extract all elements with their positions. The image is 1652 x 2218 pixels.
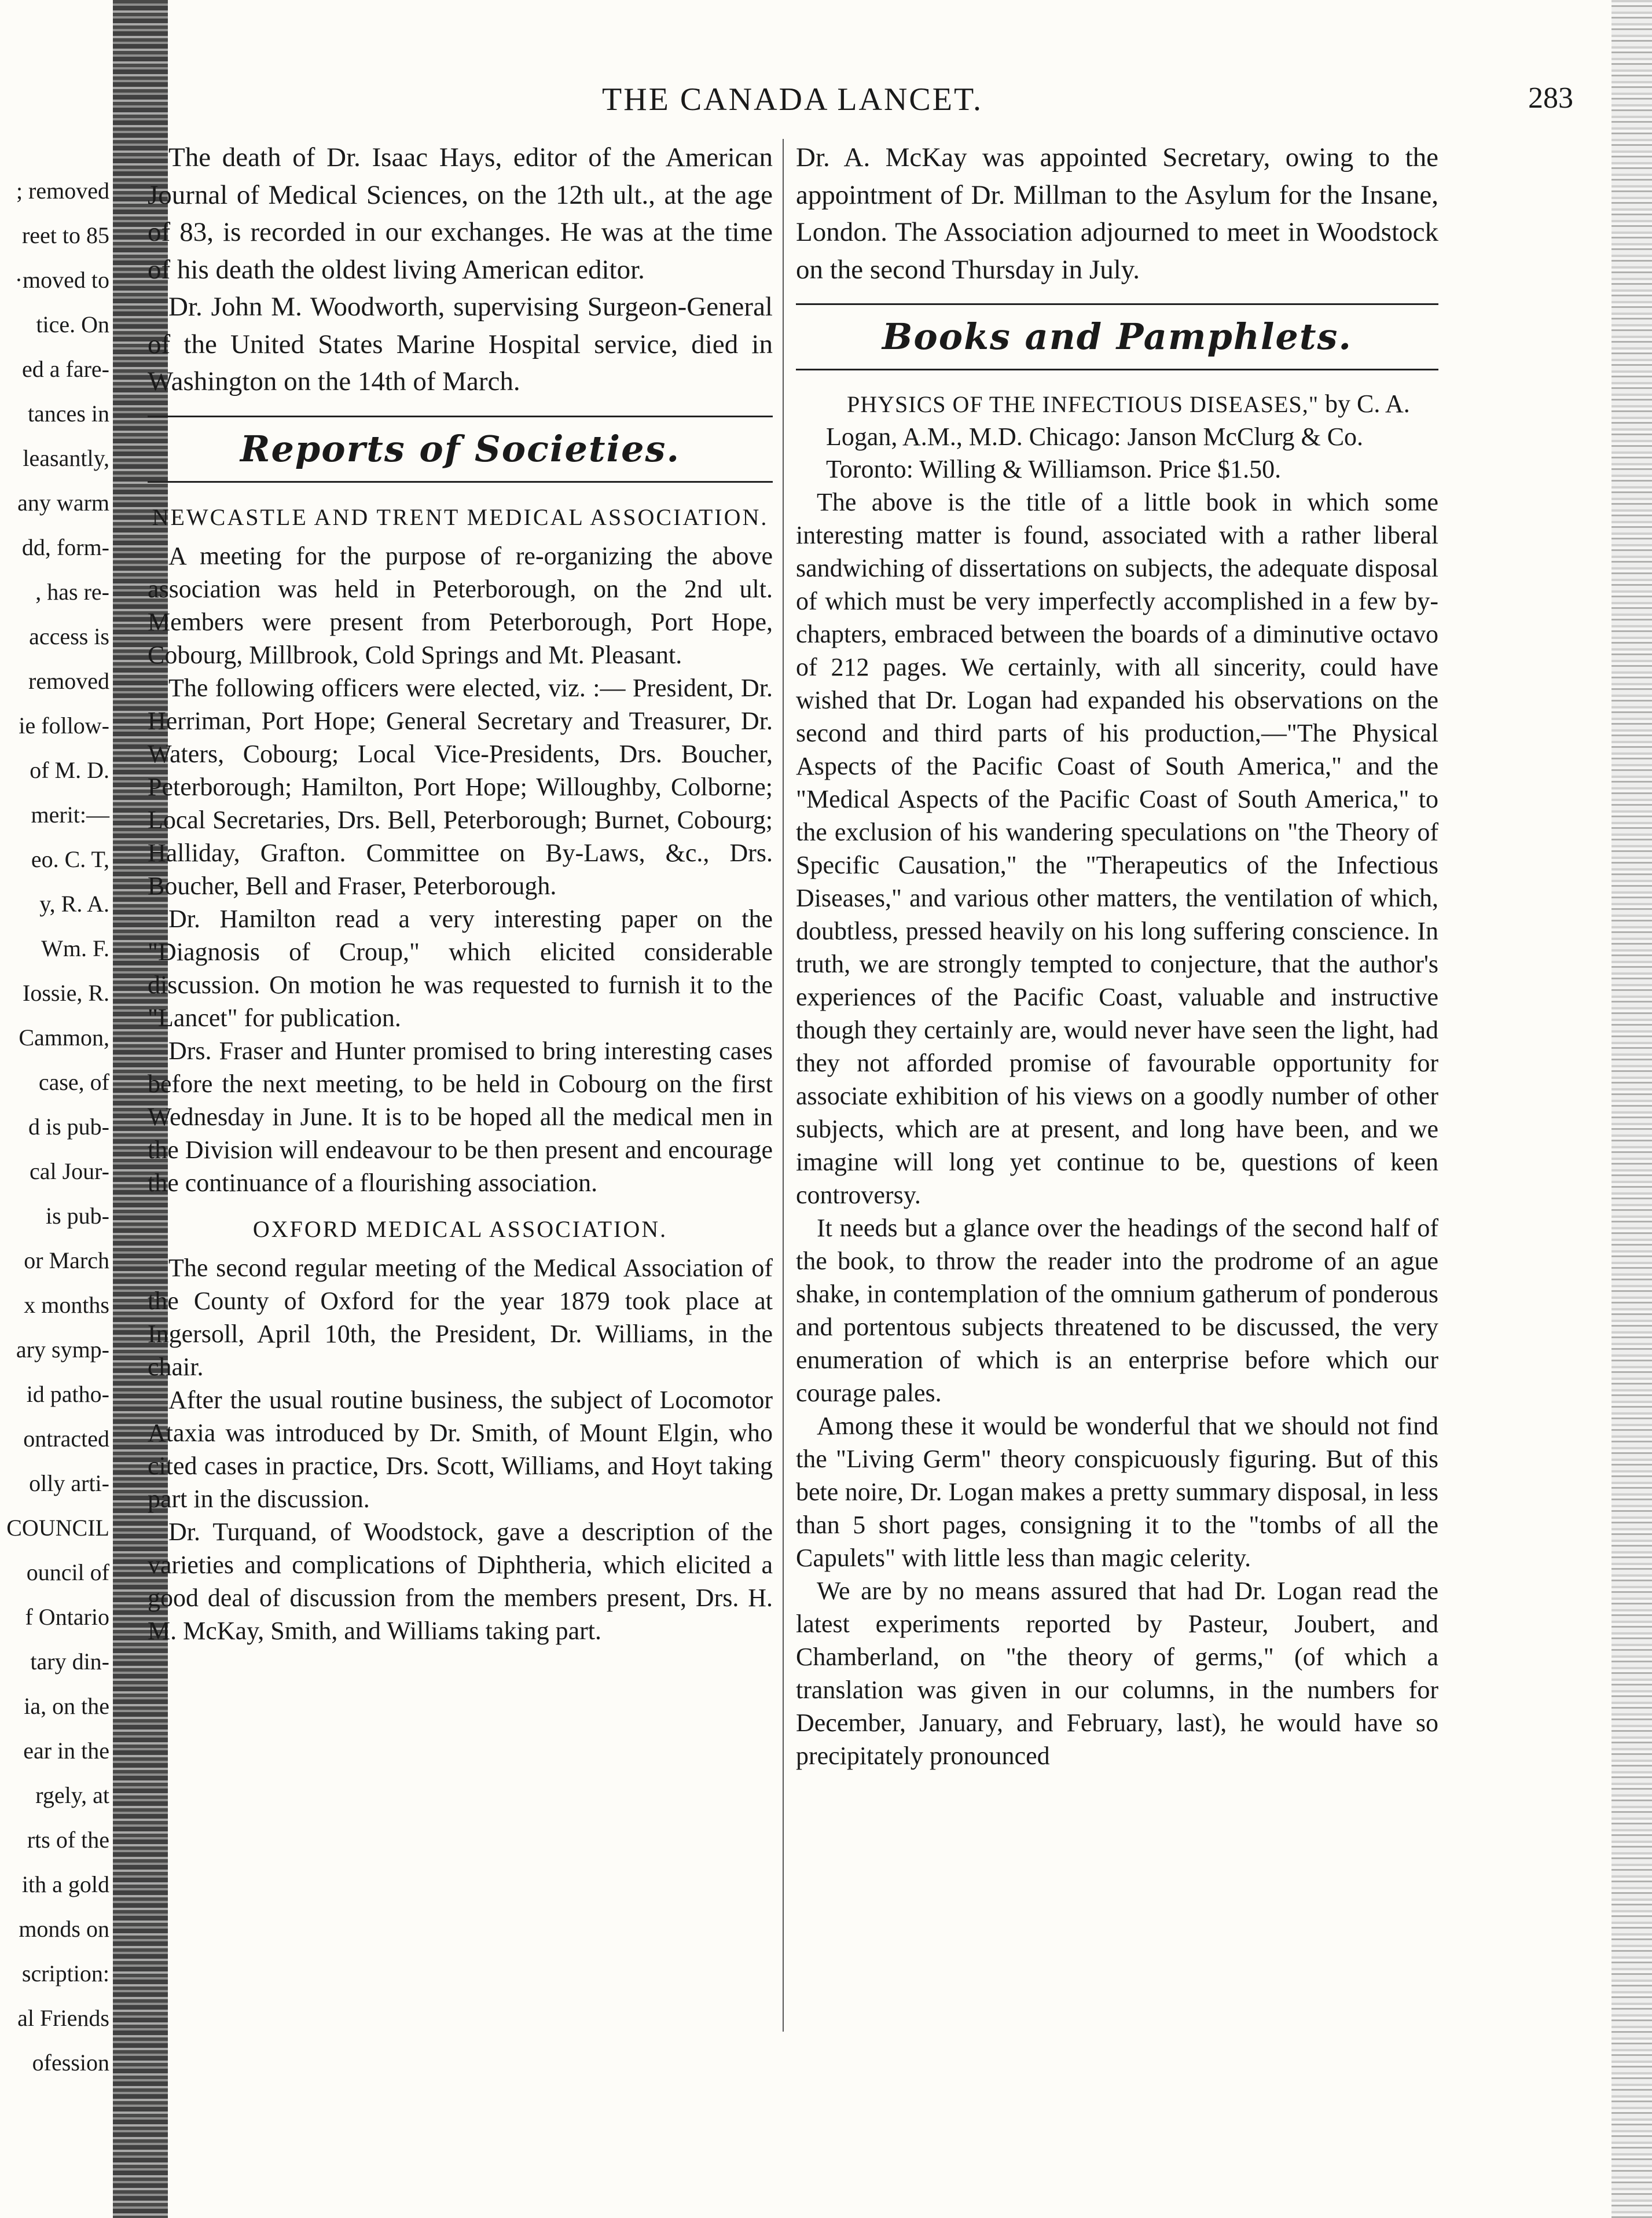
previous-page-fragment: any warm (17, 490, 109, 516)
previous-page-fragment: removed (28, 668, 109, 694)
book-citation (796, 388, 1438, 486)
previous-page-fragment: monds on (19, 1916, 109, 1942)
paragraph-hays: The death of Dr. Isaac Hays, editor of the American Journal of Medical Sciences, on the 12th ult., at the age of 83, is recorded in our exchanges. He was at the time of his death the oldest living American editor. (148, 142, 773, 285)
previous-page-fragment: tary din- (30, 1648, 109, 1674)
paragraph-woodworth: Dr. John M. Woodworth, supervising Surgeon-General of the United States Marine Hospital service, died in Washington on the 14th of March. (148, 292, 773, 396)
previous-page-fragment: eo. C. T, (31, 846, 109, 872)
right-column (796, 139, 1438, 1772)
previous-page-fragment: dd, form- (21, 534, 109, 560)
newcastle-paragraph: The following officers were elected, viz. :— President, Dr. Herriman, Port Hope; General Secretary and Treasurer, Dr. Waters, Cobourg; Local Vice-Presidents, Drs. Boucher, Peterborough; Hamilton, Port Hope; Willoughby, Colborne; Local Secretaries, Drs. Bell, Peterborough; Burnet, Cobourg; Halliday, Grafton. Committee on By-Laws, &c., Drs. Boucher, Bell and Fraser, Peterborough. (148, 673, 773, 900)
review-paragraph: Among these it would be wonderful that we should not find the "Living Germ" theory conspicuously figuring. But of this bete noire, Dr. Logan makes a pretty summary disposal, in less than 5 short pages, consigning it to the "tombs of all the Capulets" with little less than magic celerity. (796, 1412, 1438, 1572)
previous-page-margin (0, 0, 113, 2218)
previous-page-fragment: Iossie, R. (23, 980, 109, 1006)
previous-page-fragment: ear in the (23, 1738, 109, 1764)
oxford-paragraph: After the usual routine business, the subject of Locomotor Ataxia was introduced by Dr. Smith, of Mount Elgin, who cited cases in practice, Drs. Scott, Williams, and Hoyt taking part in the discussion. (148, 1385, 773, 1513)
previous-page-fragment: ary symp- (16, 1336, 109, 1363)
previous-page-fragment: is pub- (46, 1203, 109, 1229)
previous-page-fragment: COUNCIL (6, 1515, 109, 1541)
previous-page-fragment: ·moved to (14, 267, 109, 293)
review-paragraph: We are by no means assured that had Dr. Logan read the latest experiments reported by Pasteur, Joubert, and Chamberland, on "the theory of germs," (of which a translation was given in our columns, in the numbers for December, January, and February, last), he would have so precipitately pronounced (796, 1577, 1438, 1770)
previous-page-fragment: ouncil of (26, 1559, 109, 1585)
previous-page-fragment: al Friends (17, 2005, 109, 2031)
previous-page-fragment: tances in (27, 401, 109, 427)
previous-page-fragment: merit:— (31, 802, 109, 828)
previous-page-fragment: d is pub- (28, 1114, 109, 1140)
newcastle-paragraph: Dr. Hamilton read a very interesting paper on the "Diagnosis of Croup," which elicited considerable discussion. On motion he was requested to furnish it to the "Lancet" for publication. (148, 904, 773, 1032)
previous-page-fragment: olly arti- (29, 1470, 109, 1496)
previous-page-fragment: f Ontario (25, 1604, 109, 1630)
review-paragraph: The above is the title of a little book in which some interesting matter is found, associated with a rather liberal sandwiching of dissertations on subjects, the adequate disposal of which must be very imperfectly accomplished in a few by-chapters, embraced between the boards of a diminutive octavo of 212 pages. We certainly, with all sincerity, could have wished that Dr. Logan had expanded his observations on the second and third parts of his production,—"The Physical Aspects of the Pacific Coast of South America," and the "Medical Aspects of the Pacific Coast of South America," to the exclusion of his wandering speculations on "the Theory of Specific Causation," the "Therapeutics of the Infectious Diseases," and various other matters, the ventilation of which, doubtless, pressed heavily on his long suffering conscience. In truth, we are strongly tempted to conjecture, that the author's experiences of the Pacific Coast, valuable and instructive though they certainly are, would never have seen the light, had they not afforded promise of favourable opportunity for associate exhibition of his views on a goodly number of other subjects, which are at present, and long have been, and we imagine will long yet continue to be, questions of keen controversy. (796, 488, 1438, 1209)
section-heading-books: Books and Pamphlets. (796, 303, 1438, 370)
previous-page-fragment: x months (24, 1292, 109, 1318)
oxford-heading: OXFORD MEDICAL ASSOCIATION. (252, 1216, 668, 1242)
previous-page-fragment: case, of (38, 1069, 109, 1095)
previous-page-fragment: ontracted (23, 1426, 109, 1452)
previous-page-fragment: , has re- (35, 579, 109, 605)
previous-page-fragment: reet to 85 (21, 222, 109, 248)
book-title: PHYSICS OF THE INFECTIOUS DISEASES," (847, 391, 1319, 417)
previous-page-fragment: ed a fare- (22, 356, 109, 382)
previous-page-fragment: ofession (32, 2050, 109, 2076)
previous-page-fragment: tice. On (36, 311, 109, 337)
previous-page-fragment: access is (29, 623, 109, 649)
previous-page-fragment: leasantly, (23, 445, 109, 471)
review-paragraph: It needs but a glance over the headings of the second half of the book, to throw the reader into the prodrome of an ague shake, in contemplation of the omnium gatherum of ponderous and portentous subjects threatened to be discussed, the very enumeration of which is an enterprise before which our courage pales. (796, 1214, 1438, 1407)
previous-page-fragment: of M. D. (30, 757, 109, 783)
previous-page-fragment: cal Jour- (29, 1158, 109, 1184)
newcastle-paragraph: Drs. Fraser and Hunter promised to bring interesting cases before the next meeting, to be held in Cobourg on the first Wednesday in June. It is to be hoped all the medical men in the Division will endeavour to be then present and encourage the continuance of a flourishing association. (148, 1036, 773, 1197)
previous-page-fragment: ith a gold (21, 1871, 109, 1897)
page-number: 283 (1528, 82, 1573, 115)
previous-page-fragment: ie follow- (19, 713, 109, 739)
section-heading-reports: Reports of Societies. (148, 416, 773, 483)
column-divider (783, 139, 784, 2032)
page-edge-shadow (1611, 0, 1652, 2218)
newcastle-paragraph: A meeting for the purpose of re-organizing the above association was held in Peterborough, on the 2nd ult. Members were present from Peterborough, Port Hope, Cobourg, Millbrook, Cold Springs and Mt. Pleasant. (148, 541, 773, 669)
book-details: by C. A. Logan, A.M., M.D. Chicago: Janson McClurg & Co. Toronto: Willing & Williamson. Price $1.50. (826, 390, 1410, 483)
oxford-paragraph: The second regular meeting of the Medical Association of the County of Oxford for the year 1879 took place at Ingersoll, April 10th, the President, Dr. Williams, in the chair. (148, 1253, 773, 1381)
previous-page-fragment: id patho- (26, 1381, 109, 1407)
previous-page-fragment: ia, on the (24, 1693, 109, 1719)
previous-page-fragment: y, R. A. (39, 891, 109, 917)
previous-page-fragment: or March (24, 1247, 109, 1273)
previous-page-fragment: rgely, at (35, 1782, 109, 1808)
running-header: THE CANADA LANCET. (602, 82, 983, 117)
left-column (148, 139, 773, 1647)
oxford-paragraph: Dr. Turquand, of Woodstock, gave a description of the varieties and complications of Diphtheria, which elicited a good deal of discussion from the members present, Drs. H. M. McKay, Smith, and Williams taking part. (148, 1517, 773, 1645)
newcastle-heading: NEWCASTLE AND TRENT MEDICAL ASSOCIATION. (152, 504, 769, 530)
previous-page-fragment: rts of the (27, 1827, 109, 1853)
previous-page-fragment: scription: (21, 1960, 109, 1986)
paragraph-mckay: Dr. A. McKay was appointed Secretary, owing to the appointment of Dr. Millman to the Asylum for the Insane, London. The Association adjourned to meet in Woodstock on the second Thursday in July. (796, 142, 1438, 285)
previous-page-fragment: ; removed (16, 178, 109, 204)
previous-page-fragment: Cammon, (19, 1024, 109, 1051)
previous-page-fragment: Wm. F. (41, 935, 109, 961)
